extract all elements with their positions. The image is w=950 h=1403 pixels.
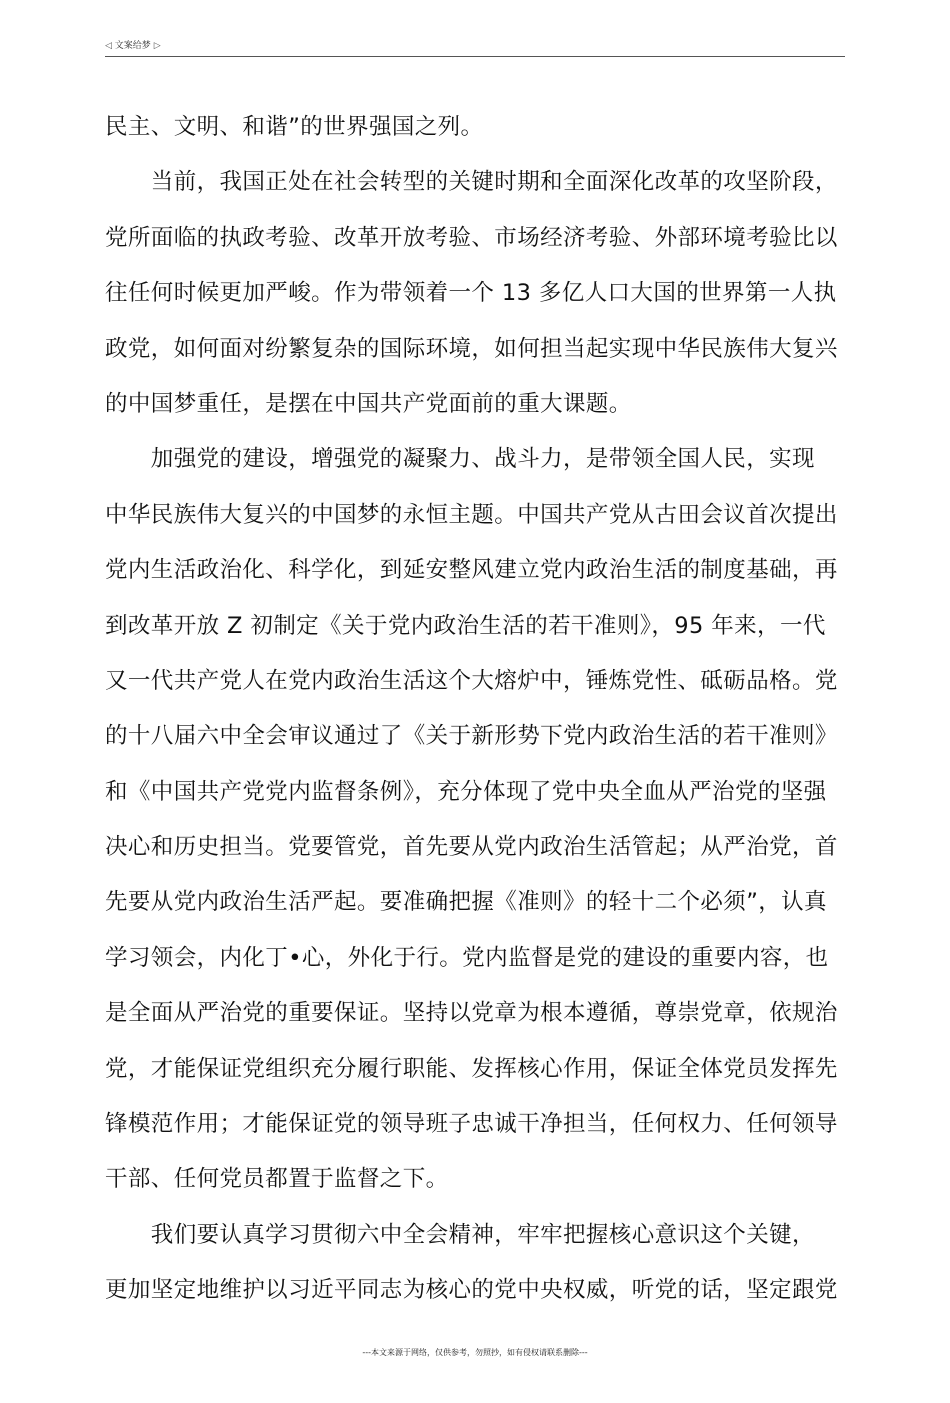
text-line: 党，才能保证党组织充分履行职能、发挥核心作用，保证全体党员发挥先 — [105, 1055, 838, 1082]
text-line: 政党，如何面对纷繁复杂的国际环境，如何担当起实现中华民族伟大复兴 — [105, 335, 838, 362]
text-line: 我们要认真学习贯彻六中全会精神，牢牢把握核心意识这个关键， — [105, 1221, 815, 1248]
page-footer: ---本文来源于网络，仅供参考，勿照抄，如有侵权请联系删除--- — [362, 1348, 588, 1357]
text-line: 锋模范作用；才能保证党的领导班子忠诚干净担当，任何权力、任何领导 — [105, 1111, 838, 1138]
text-line: 加强党的建设，增强党的凝聚力、战斗力，是带领全国人民，实现 — [105, 446, 815, 473]
text-line: 党所面临的执政考验、改革开放考验、市场经济考验、外部环境考验比以 — [105, 224, 838, 251]
text-line: 干部、任何党员都置于监督之下。 — [105, 1166, 449, 1193]
text-line: 当前，我国正处在社会转型的关键时期和全面深化改革的攻坚阶段， — [105, 169, 838, 196]
text-line: 学习领会，内化丁•心，外化于行。党内监督是党的建设的重要内容，也 — [105, 944, 829, 971]
text-line: 的中国梦重任，是摆在中国共产党面前的重大课题。 — [105, 390, 632, 417]
text-line: 的十八届六中全会审议通过了《关于新形势下党内政治生活的若干准则》 — [105, 723, 838, 750]
text-line: 更加坚定地维护以习近平同志为核心的党中央权威，听党的话，坚定跟党 — [105, 1277, 838, 1304]
right-triangle-icon: ▷ — [153, 41, 161, 51]
header-title: 文案给梦 — [114, 41, 151, 51]
left-triangle-icon: ◁ — [105, 41, 112, 51]
header-title-group — [105, 40, 161, 52]
page-header — [105, 38, 845, 57]
text-line: 民主、文明、和谐”的世界强国之列。 — [105, 114, 484, 140]
text-line: 中华民族伟大复兴的中国梦的永恒主题。中国共产党从古田会议首次提出 — [105, 501, 838, 528]
text-line: 先要从党内政治生活严起。要准确把握《准则》的轻十二个必须”，认真 — [105, 889, 827, 916]
text-line: 和《中国共产党党内监督条例》，充分体现了党中央全血从严治党的坚强 — [105, 778, 827, 805]
text-line: 决心和历史担当。党要管党，首先要从党内政治生活管起；从严治党，首 — [105, 834, 838, 861]
text-line: 到改革开放 Z 初制定《关于党内政治生活的若干准则》，95 年来，一代 — [105, 612, 826, 639]
text-line: 是全面从严治党的重要保证。坚持以党章为根本遵循，尊崇党章，依规治 — [105, 1000, 838, 1027]
text-line: 往任何时候更加严峻。作为带领着一个 13 多亿人口大国的世界第一人执 — [105, 280, 837, 307]
document-body — [105, 100, 847, 1319]
text-line: 又一代共产党人在党内政治生活这个大熔炉中，锤炼党性、砥砺品格。党 — [105, 667, 838, 694]
text-line: 党内生活政治化、科学化，到延安整风建立党内政治生活的制度基础，再 — [105, 557, 838, 584]
